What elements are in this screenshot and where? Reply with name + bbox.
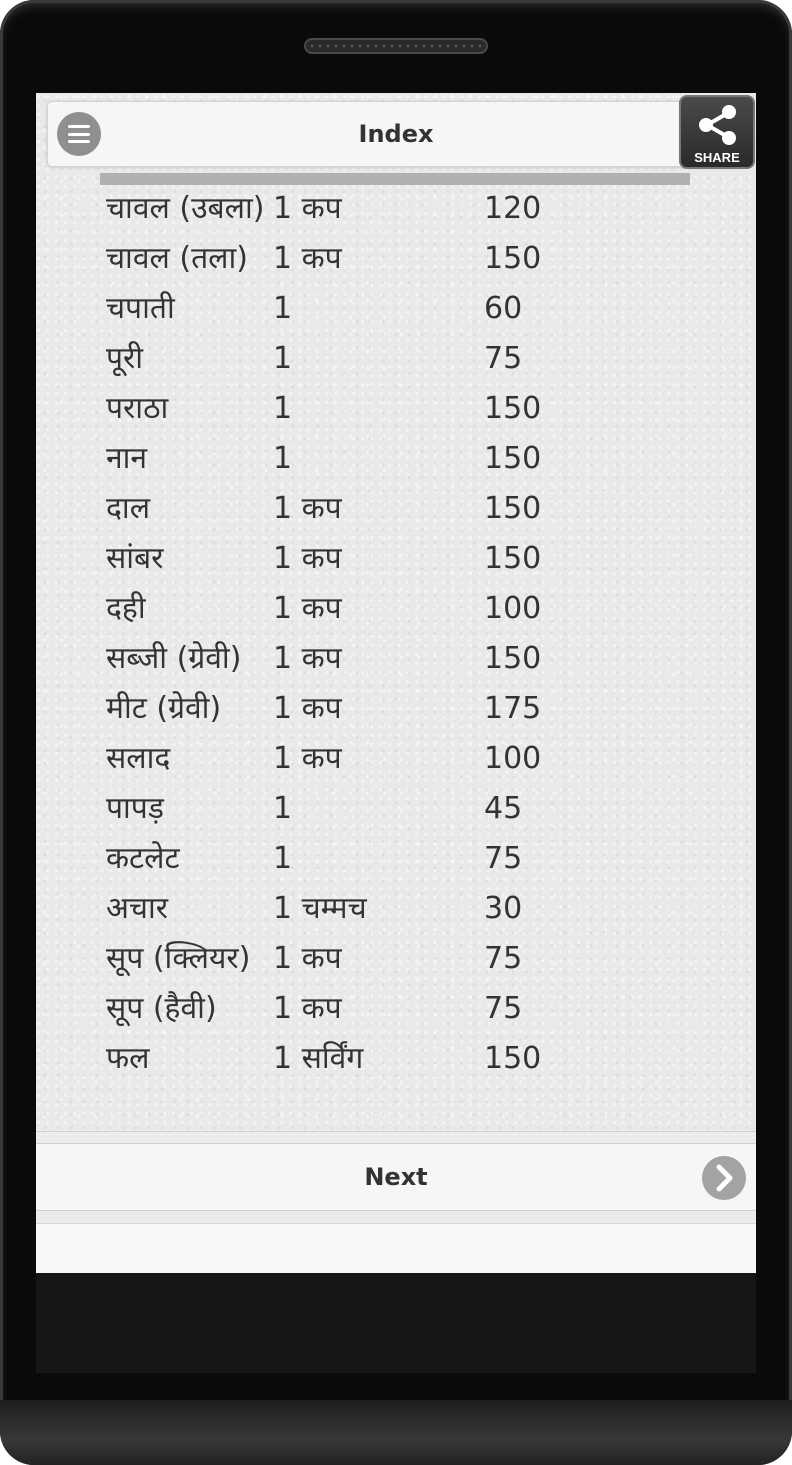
divider (36, 1131, 756, 1143)
quantity: 1 कप (273, 991, 342, 1026)
next-arrow-button[interactable] (702, 1156, 746, 1200)
calories: 150 (484, 641, 542, 676)
table-row (36, 334, 756, 384)
food-item: सांबर (106, 541, 164, 576)
quantity: 1 (273, 841, 293, 876)
table-row (36, 384, 756, 434)
food-item: दाल (106, 491, 151, 526)
table-row (36, 834, 756, 884)
calories: 45 (484, 791, 523, 826)
food-item: चपाती (106, 291, 175, 326)
food-item: पापड़ (106, 791, 164, 826)
calories: 100 (484, 591, 542, 626)
chevron-right-icon (702, 1156, 746, 1200)
table-row (36, 284, 756, 334)
table-row (36, 634, 756, 684)
app-screen (36, 93, 756, 1373)
food-item: अचार (106, 891, 169, 926)
quantity: 1 कप (273, 641, 342, 676)
quantity: 1 कप (273, 241, 342, 276)
divider (36, 1211, 756, 1223)
calorie-table (36, 184, 756, 1084)
table-row (36, 184, 756, 234)
food-item: मीट (ग्रेवी) (106, 691, 222, 726)
table-row (36, 1034, 756, 1084)
calories: 150 (484, 441, 542, 476)
calories: 150 (484, 491, 542, 526)
quantity: 1 (273, 341, 293, 376)
calories: 150 (484, 391, 542, 426)
quantity: 1 चम्मच (273, 891, 367, 926)
quantity: 1 कप (273, 741, 342, 776)
quantity: 1 (273, 291, 293, 326)
food-item: सूप (हैवी) (106, 991, 217, 1026)
page-title: Index (358, 120, 434, 148)
footer-strip (36, 1223, 756, 1273)
quantity: 1 कप (273, 591, 342, 626)
calories: 120 (484, 191, 542, 226)
next-label: Next (364, 1163, 428, 1191)
table-row (36, 734, 756, 784)
food-item: चावल (तला) (106, 241, 248, 276)
share-icon (695, 103, 741, 147)
table-row (36, 434, 756, 484)
table-row (36, 534, 756, 584)
table-row (36, 984, 756, 1034)
quantity: 1 सर्विंग (273, 1041, 364, 1076)
food-item: नान (106, 441, 148, 476)
speaker-grille (304, 38, 488, 54)
food-item: कटलेट (106, 841, 180, 876)
calories: 60 (484, 291, 523, 326)
food-item: सूप (क्लियर) (106, 941, 251, 976)
calories: 150 (484, 541, 542, 576)
food-item: सलाद (106, 741, 171, 776)
share-button[interactable] (679, 95, 755, 169)
calories: 75 (484, 991, 523, 1026)
content-area (36, 93, 756, 1131)
quantity: 1 (273, 791, 293, 826)
quantity: 1 कप (273, 191, 342, 226)
calories: 150 (484, 1041, 542, 1076)
table-row (36, 684, 756, 734)
next-button[interactable] (36, 1143, 756, 1211)
calories: 100 (484, 741, 542, 776)
calories: 75 (484, 841, 523, 876)
quantity: 1 कप (273, 941, 342, 976)
phone-bottom-bezel (0, 1400, 792, 1465)
food-item: पराठा (106, 391, 169, 426)
quantity: 1 (273, 391, 293, 426)
food-item: फल (106, 1041, 150, 1076)
share-label: SHARE (694, 150, 740, 165)
food-item: दही (106, 591, 146, 626)
quantity: 1 कप (273, 541, 342, 576)
table-row (36, 484, 756, 534)
calories: 175 (484, 691, 542, 726)
quantity: 1 कप (273, 691, 342, 726)
navigation-area (36, 1273, 756, 1373)
calories: 150 (484, 241, 542, 276)
quantity: 1 कप (273, 491, 342, 526)
food-item: सब्जी (ग्रेवी) (106, 641, 242, 676)
calories: 75 (484, 941, 523, 976)
app-header (47, 101, 745, 167)
table-row (36, 234, 756, 284)
food-item: चावल (उबला) (106, 191, 265, 226)
quantity: 1 (273, 441, 293, 476)
calories: 75 (484, 341, 523, 376)
table-row (36, 784, 756, 834)
table-row (36, 884, 756, 934)
food-item: पूरी (106, 341, 144, 376)
table-row (36, 584, 756, 634)
table-row (36, 934, 756, 984)
calories: 30 (484, 891, 523, 926)
